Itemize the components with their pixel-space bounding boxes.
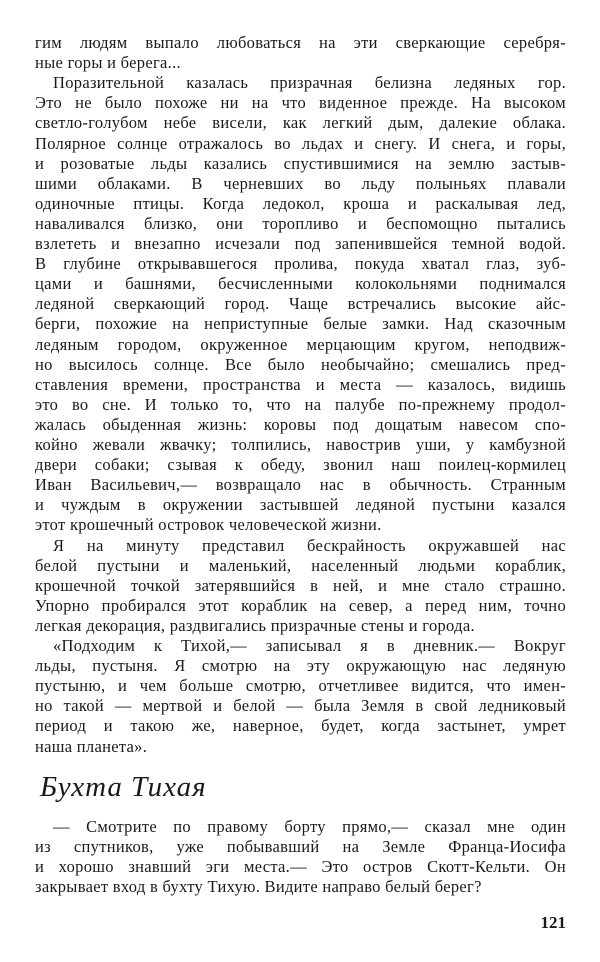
text-line: этот крошечный островок человеческой жизни.: [35, 515, 382, 535]
text-line: ледяной сверкающий город. Чаще встречались высокие айс-: [35, 294, 566, 314]
text-line: гим людям выпало любоваться на эти сверкающие серебря-: [35, 33, 566, 52]
section-heading: Бухта Тихая: [40, 771, 207, 803]
text-line: Полярное солнце отражалось во льдах и снегу. И снега, и горы,: [35, 133, 566, 153]
text-line: ледяным городом, окруженное мерцающим кругом, неподвиж-: [35, 334, 566, 354]
text-line: наваливался близко, они торопливо и беспомощно пытались: [35, 213, 566, 233]
text-line: шими облаками. В черневших во льду полыньях плавали: [35, 173, 566, 193]
text-line: Упорно пробирался этот кораблик на север, а перед ним, точно: [35, 595, 566, 615]
text-line: но высилось солнце. Все было необычайно; смешались пред-: [35, 354, 566, 374]
text-line: закрывает вход в бухту Тихую. Видите направо белый берег?: [35, 877, 482, 897]
text-line: наша планета».: [35, 736, 148, 756]
text-line: крошечной точкой затерявшийся в ней, и мне стало страшно.: [35, 575, 566, 595]
text-line: светло-голубом небе висели, как легкий дым, далекие облака.: [35, 113, 566, 133]
text-line: Это не было похоже ни на что виденное прежде. На высоком: [35, 93, 566, 113]
text-line: одиночные птицы. Когда ледокол, кроша и раскалывая лед,: [35, 193, 566, 213]
text-line: Поразительной казалась призрачная белизна ледяных гор.: [53, 73, 566, 93]
text-line: «Подходим к Тихой,— записывал я в дневник.— Вокруг: [53, 636, 566, 655]
text-line: белой пустыни и маленький, населенный людьми кораблик,: [35, 555, 566, 575]
text-line: период и такою же, наверное, будет, когда застынет, умрет: [35, 716, 566, 736]
text-line: взлететь и внезапно исчезали под запенившейся темной водой.: [35, 234, 566, 253]
text-line: Я на минуту представил бескрайность окружавшей нас: [53, 535, 566, 555]
text-line: пустыню, и чем больше смотрю, отчетливее видится, что имен-: [35, 676, 566, 696]
text-line: ные горы и берега...: [35, 53, 181, 73]
text-line: льды, пустыня. Я смотрю на эту окружающую нас ледяную: [35, 656, 566, 676]
text-line: из спутников, уже побывавший на Земле Франца-Иосифа: [35, 837, 566, 857]
text-line: и чуждым в окружении застывшей ледяной пустыни казался: [35, 495, 566, 515]
page-number: 121: [540, 913, 566, 932]
text-line: цами и башнями, бесчисленными колокольнями поднимался: [35, 274, 566, 294]
text-line: но такой — мертвой и белой — была Земля в свой ледниковый: [35, 696, 566, 716]
text-line: жалась обыденная жизнь: коровы под дощатым навесом спо-: [35, 414, 566, 434]
text-line: это во сне. И только то, что на палубе по-прежнему продол-: [35, 394, 566, 414]
text-line: и хорошо знавший эги места.— Это остров Скотт-Кельти. Он: [35, 857, 566, 877]
text-line: Иван Васильевич,— возвращало нас в обычность. Странным: [35, 475, 566, 495]
text-line: берги, похожие на неприступные белые замки. Над сказочным: [35, 314, 566, 334]
text-line: — Смотрите по правому борту прямо,— сказал мне один: [53, 817, 566, 836]
text-line: и розоватые льды казались спустившимися на землю застыв-: [35, 153, 566, 173]
text-line: койно жевали жвачку; толпились, навострив уши, у камбузной: [35, 435, 566, 454]
text-line: легкая декорация, раздвигались призрачные стены и города.: [35, 615, 475, 635]
text-line: двери собаки; сзывая к обеду, звонил наш поилец-кормилец: [35, 455, 566, 475]
text-line: В глубине открывавшегося пролива, покуда хватал глаз, зуб-: [35, 254, 566, 274]
text-line: ставления времени, пространства и места — казалось, видишь: [35, 374, 566, 394]
